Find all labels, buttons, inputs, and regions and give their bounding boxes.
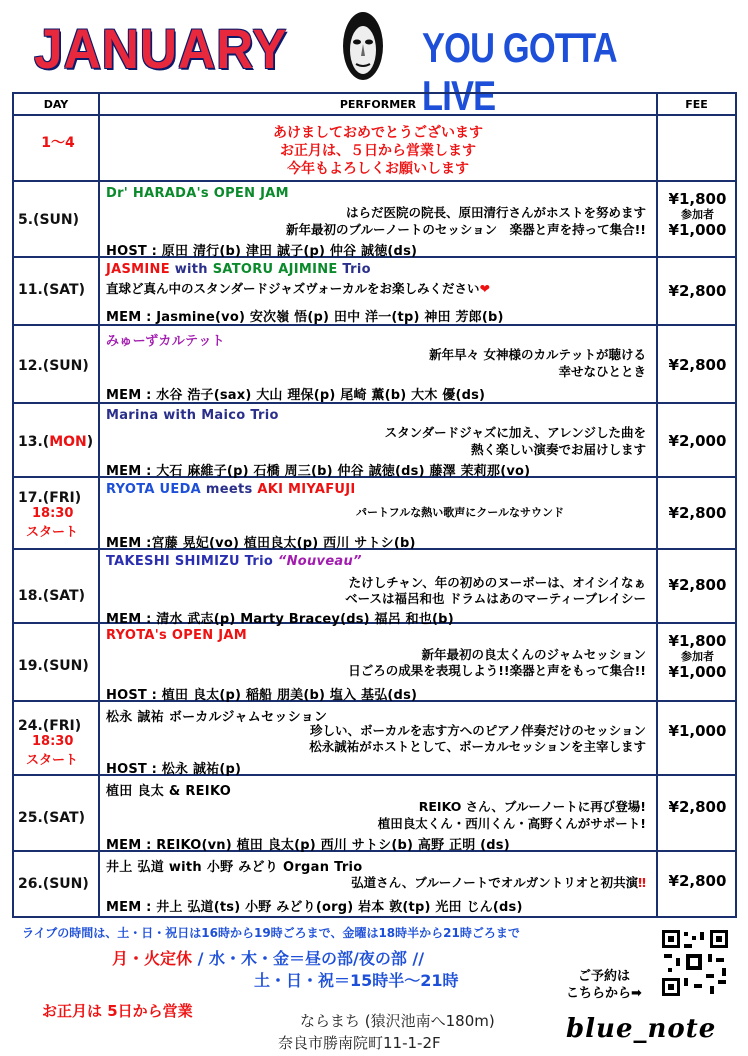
event-fee: ¥2,800	[668, 576, 727, 594]
event-info	[102, 704, 654, 776]
qr-code-icon[interactable]	[660, 928, 730, 998]
closed-days: 月・火定休	[112, 949, 193, 968]
event-members: HOST : 原田 清行(b) 津田 誠子(p) 仲谷 誠徳(ds)	[106, 244, 418, 259]
event-day	[18, 434, 98, 450]
title-part: RYOTA UEDA	[106, 482, 202, 497]
event-desc1: スタンダードジャズに加え、アレンジした曲を	[384, 425, 646, 440]
event-info	[102, 778, 654, 852]
event-info	[102, 328, 654, 404]
start-label: スタート	[26, 753, 79, 768]
table-header	[14, 94, 735, 116]
fee-note: 参加者	[681, 208, 714, 221]
event-title	[106, 482, 356, 497]
table-row	[14, 184, 735, 258]
event-day	[18, 490, 98, 540]
weekend-hours: 土・日・祝＝15時半～21時	[254, 971, 459, 990]
schedule-table	[12, 92, 737, 918]
day-part: )	[86, 434, 94, 450]
table-row	[14, 704, 735, 776]
fee-participant: ¥1,000	[668, 663, 727, 681]
event-desc2: 松永誠祐がホストとして、ボーカルセッションを主宰します	[309, 739, 646, 754]
event-desc1: 新年最初の良太くんのジャムセッション	[421, 647, 646, 662]
event-desc2: 植田良太くん・西川くん・高野くんがサポート!	[377, 816, 646, 831]
event-day: 19.(SUN)	[18, 658, 89, 674]
table-row	[14, 480, 735, 550]
fee-main: ¥1,800	[668, 190, 727, 208]
event-desc2: 幸せなひととき	[558, 364, 646, 379]
table-row-notice	[14, 118, 735, 182]
title-part: Trio	[337, 262, 371, 277]
header-day: DAY	[43, 98, 69, 111]
event-title: RYOTA's OPEN JAM	[106, 628, 247, 643]
table-row	[14, 552, 735, 627]
event-title: Marina with Maico Trio	[106, 408, 279, 423]
event-info	[102, 260, 654, 326]
title-part: “Nouveau”	[277, 554, 362, 569]
event-desc2: ベースは福呂和也 ドラムはあのマーティーブレイシー	[345, 591, 646, 606]
event-fee: ¥2,800	[668, 872, 727, 890]
event-info	[102, 184, 654, 258]
start-label: スタート	[26, 525, 79, 540]
event-members: MEM : 水谷 浩子(sax) 大山 理保(p) 尾崎 薫(b) 大木 優(ds)	[106, 388, 486, 403]
hours-info: ライブの時間は、土・日・祝日は16時から19時ごろまで、金曜は18時半から21時ごろまで	[22, 926, 520, 940]
reservation-line2: こちらから➡	[566, 986, 642, 1001]
fee-note: 参加者	[681, 650, 714, 663]
event-members: MEM : 清水 武志(p) Marty Bracey(ds) 福呂 和也(b)	[106, 612, 454, 627]
weekday-hours: / 水・木・金＝昼の部/夜の部 //	[192, 949, 425, 968]
event-fee: ¥1,000	[668, 722, 727, 740]
address-area: ならまち (猿沢池南へ180m)	[300, 1012, 495, 1030]
event-title: 松永 誠祐 ボーカルジャムセッション	[106, 710, 328, 725]
event-title: 植田 良太 & REIKO	[106, 784, 232, 799]
event-day: 26.(SUN)	[18, 876, 89, 892]
slogan-title: YOU GOTTA LIVE	[422, 24, 616, 119]
blue-note-logo: blue_note	[566, 1014, 717, 1044]
month-title: JANUARY	[34, 17, 288, 80]
reservation-line1: ご予約は	[577, 969, 630, 984]
desc-text: 弘道さん、ブルーノートでオルガントリオと初共演	[351, 875, 639, 890]
newyear-info: お正月は 5日から営業	[42, 1002, 193, 1020]
event-desc1: REIKO さん、ブルーノートに再び登場!	[418, 799, 646, 814]
event-info	[102, 626, 654, 702]
exclamation-icon: ‼	[638, 875, 646, 890]
event-title: みゅーずカルテット	[106, 334, 225, 349]
title-part: TAKESHI SHIMIZU Trio	[106, 554, 278, 569]
event-desc2: 熱く楽しい演奏でお届けします	[470, 442, 646, 457]
event-day	[18, 718, 98, 768]
event-fee: ¥2,800	[668, 282, 727, 300]
notice-text	[102, 124, 654, 178]
event-info	[102, 406, 654, 478]
event-title	[106, 262, 371, 277]
title-part: SATORU AJIMINE	[212, 262, 338, 277]
event-title: Dr' HARADA's OPEN JAM	[106, 186, 289, 201]
schedule-info	[112, 946, 424, 969]
fee-main: ¥1,800	[668, 632, 727, 650]
event-members: MEM : Jasmine(vo) 安次嶺 悟(p) 田中 洋一(tp) 神田 芳郎(b)	[106, 310, 504, 325]
event-day: 18.(SAT)	[18, 588, 85, 604]
table-row	[14, 626, 735, 702]
table-row	[14, 328, 735, 404]
fee-participant: ¥1,000	[668, 221, 727, 239]
desc-text: 直球ど真ん中のスタンダードジャズヴォーカルをお楽しみください	[106, 281, 480, 296]
event-members: MEM : 大石 麻維子(p) 石橋 周三(b) 仲谷 誠徳(ds) 藤澤 茉莉那(vo)	[106, 464, 531, 479]
event-fee: ¥2,000	[668, 432, 727, 450]
notice-day: 1～4	[41, 135, 75, 151]
event-day: 5.(SUN)	[18, 212, 80, 228]
event-fee	[660, 190, 735, 239]
event-fee: ¥2,800	[668, 504, 727, 522]
event-desc2: 新年最初のブルーノートのセッション 楽器と声を持って集合!!	[285, 222, 646, 237]
event-fee: ¥2,800	[668, 798, 727, 816]
title-part: meets	[201, 482, 258, 497]
event-desc1: はらだ医院の院長、原田清行さんがホストを努めます	[345, 205, 646, 220]
event-members: HOST : 松永 誠祐(p)	[106, 762, 242, 777]
start-time: 18:30	[32, 734, 74, 749]
event-members: HOST : 植田 良太(p) 稲船 朋美(b) 塩入 基弘(ds)	[106, 688, 418, 703]
event-title: 井上 弘道 with 小野 みどり Organ Trio	[106, 860, 363, 875]
day-label: 24.(FRI)	[18, 718, 82, 734]
event-desc2: 日ごろの成果を表現しよう!!楽器と声をもって集合!!	[348, 663, 646, 678]
start-time: 18:30	[32, 506, 74, 521]
notice-line1: あけましておめでとうございます	[273, 125, 483, 141]
heart-icon: ❤	[479, 281, 490, 296]
address-street: 奈良市勝南院町11-1-2F	[278, 1034, 441, 1052]
notice-line2: お正月は、５日から営業します	[280, 143, 476, 159]
header-fee: FEE	[685, 98, 708, 111]
header-performer: PERFORMER	[339, 98, 417, 111]
reservation-label	[566, 968, 642, 1002]
event-desc1	[351, 874, 646, 891]
event-day: 25.(SAT)	[18, 810, 85, 826]
event-fee	[660, 632, 735, 681]
event-fee: ¥2,800	[668, 356, 727, 374]
event-info	[102, 480, 654, 550]
event-desc1: パートフルな熱い歌声にクールなサウンド	[355, 506, 564, 519]
event-desc1: 珍しい、ボーカルを志す方へのピアノ伴奏だけのセッション	[309, 723, 646, 738]
event-info	[102, 854, 654, 916]
event-members: MEM :宮藤 晃妃(vo) 植田良太(p) 西川 サトシ(b)	[106, 536, 416, 551]
notice-line3: 今年もよろしくお願いします	[287, 161, 469, 177]
title-part: JASMINE	[106, 262, 170, 277]
event-info	[102, 552, 654, 627]
performer-face-icon	[340, 8, 386, 84]
event-members: MEM : 井上 弘道(ts) 小野 みどり(org) 岩本 敦(tp) 光田 じん(ds)	[106, 900, 523, 915]
event-title	[106, 554, 362, 569]
event-members: MEM : REIKO(vn) 植田 良太(p) 西川 サトシ(b) 高野 正明 (ds)	[106, 838, 510, 853]
table-row	[14, 406, 735, 478]
table-row	[14, 260, 735, 326]
day-label: 17.(FRI)	[18, 490, 82, 506]
event-day: 12.(SUN)	[18, 358, 89, 374]
day-part: MON	[49, 434, 87, 450]
table-row	[14, 854, 735, 916]
day-part: 13.(	[18, 434, 50, 450]
event-desc1: 新年早々 女神様のカルテットが聴ける	[429, 347, 646, 362]
event-desc1: たけしチャン、年の初めのヌーボーは、オイシイなぁ	[348, 575, 646, 590]
title-part: AKI MIYAFUJI	[257, 482, 356, 497]
event-day: 11.(SAT)	[18, 282, 85, 298]
event-desc1	[106, 280, 490, 297]
table-row	[14, 778, 735, 852]
page-footer	[0, 920, 748, 1056]
title-part: with	[169, 262, 213, 277]
